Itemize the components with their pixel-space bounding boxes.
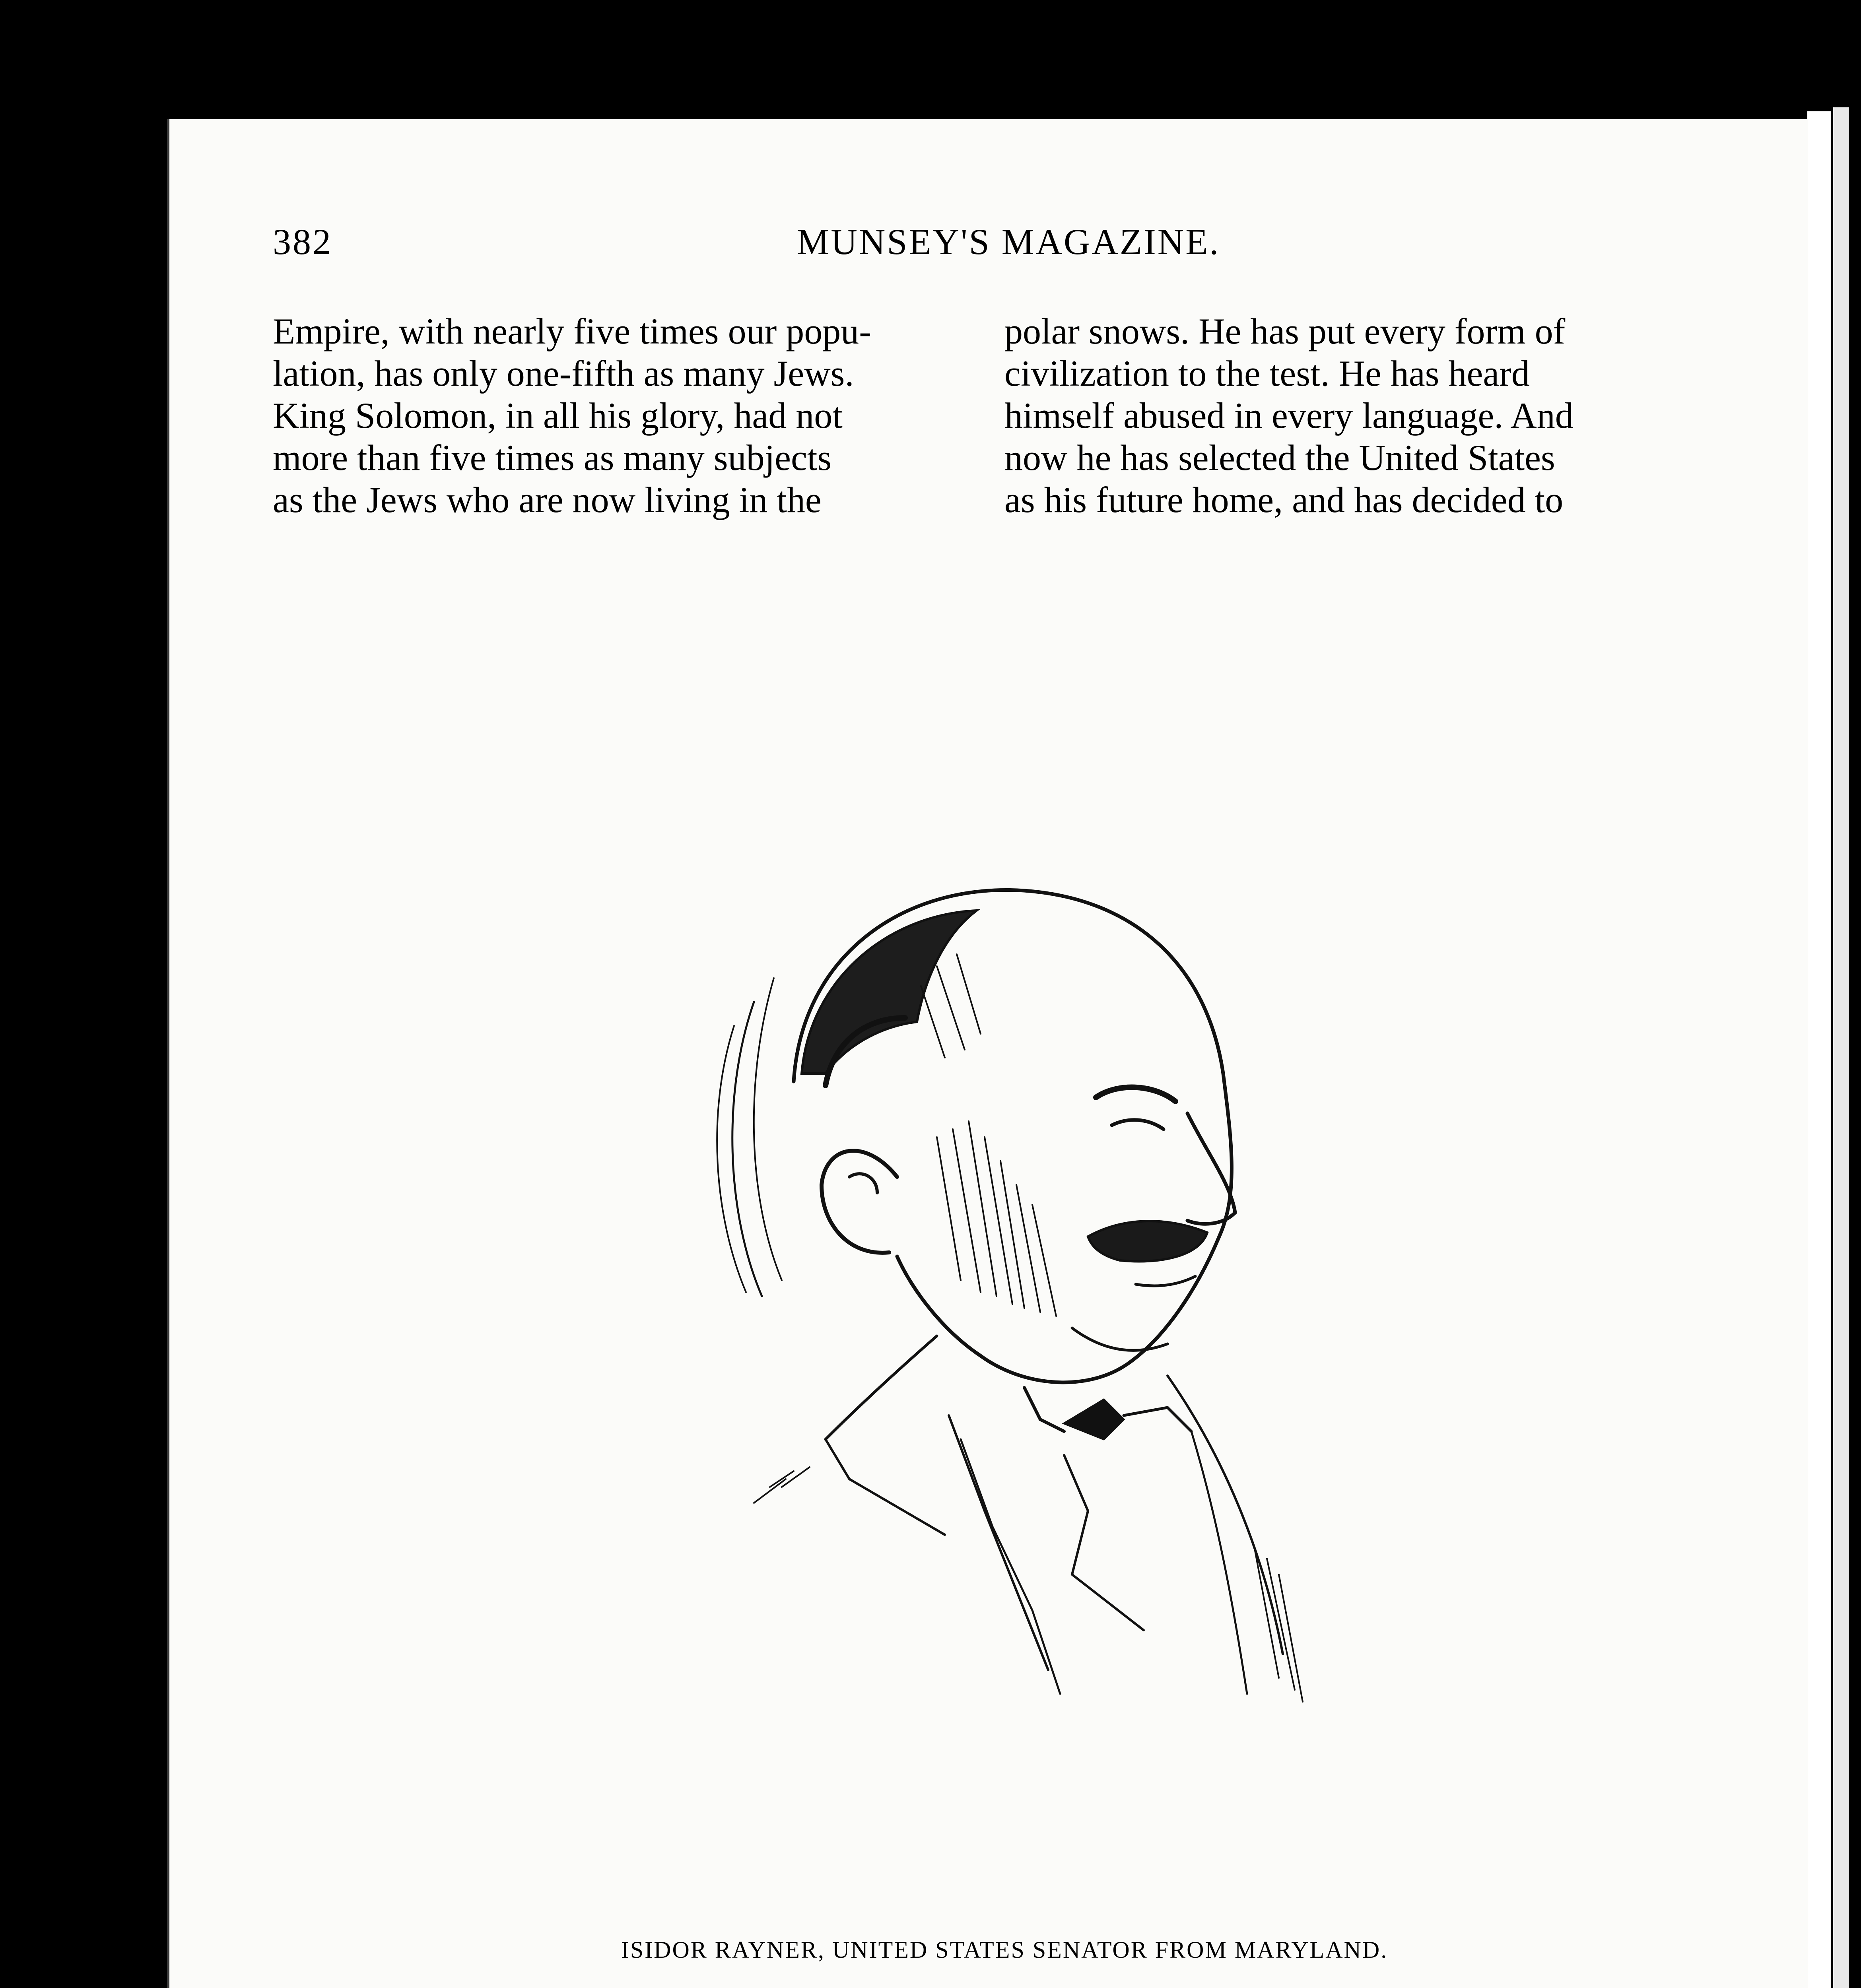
figure-caption: ISIDOR RAYNER, UNITED STATES SENATOR FROM MARYLAND.	[621, 1937, 1388, 1963]
magazine-title: MUNSEY'S MAGAZINE.	[796, 221, 1220, 262]
top-right-column	[1004, 310, 1784, 521]
magazine-page	[167, 119, 1808, 1988]
text-line: King Solomon, in all his glory, had not	[273, 395, 843, 436]
text-line: as the Jews who are now living in the	[273, 480, 822, 520]
text-line: lation, has only one-fifth as many Jews.	[273, 353, 854, 394]
text-line: civilization to the test. He has heard	[1004, 353, 1530, 394]
text-line: as his future home, and has decided to	[1004, 480, 1564, 520]
top-left-column	[273, 310, 1036, 521]
text-line: himself abused in every language. And	[1004, 395, 1573, 436]
text-line: Empire, with nearly five times our popu-	[273, 311, 871, 351]
page-number: 382	[273, 221, 332, 262]
text-line: polar snows. He has put every form of	[1004, 311, 1566, 351]
page-edge-shadow	[1833, 107, 1849, 1988]
portrait-illustration	[547, 835, 1541, 1988]
page-edge	[1807, 111, 1831, 1988]
text-line: now he has selected the United States	[1004, 437, 1555, 478]
text-line: more than five times as many subjects	[273, 437, 832, 478]
